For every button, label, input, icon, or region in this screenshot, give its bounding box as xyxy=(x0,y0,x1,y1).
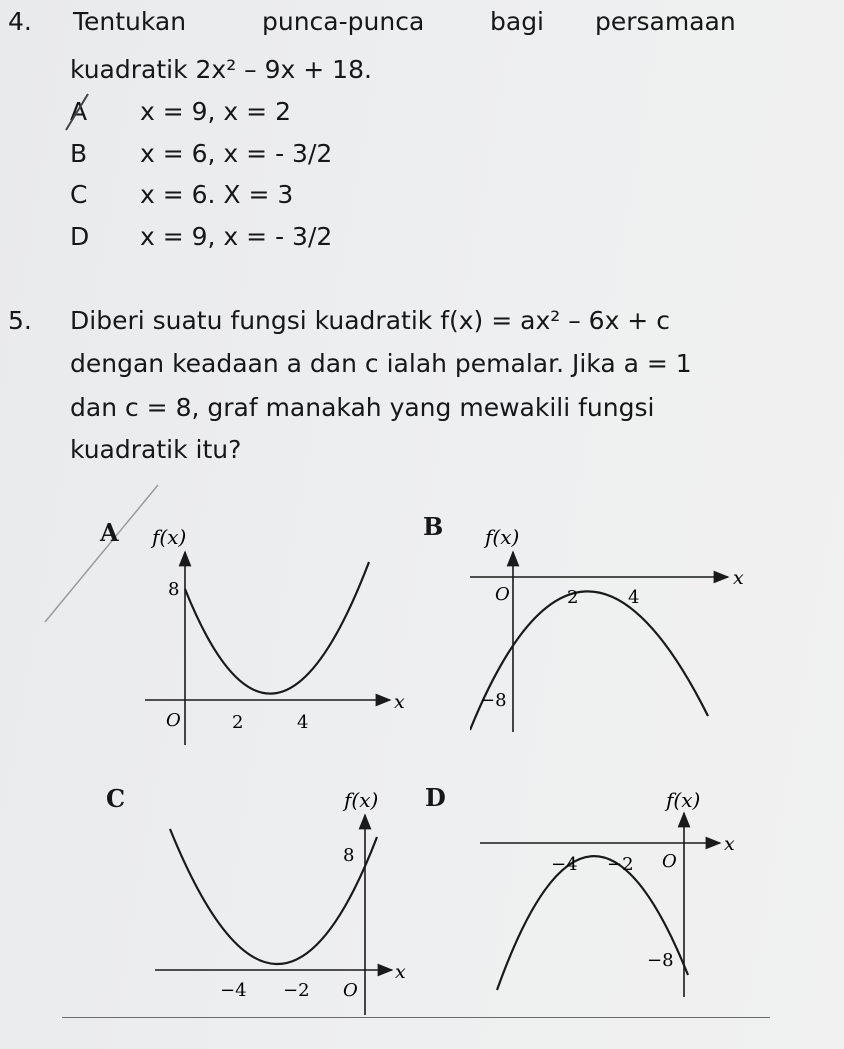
option-b-letter: B xyxy=(70,139,88,168)
option-c-letter: C xyxy=(70,180,88,209)
option-d-letter: D xyxy=(70,222,90,251)
question-5-line-1 xyxy=(8,305,670,337)
question-5-number: 5. xyxy=(8,306,32,335)
question-4-stem-line-2: kuadratik 2x² – 9x + 18. xyxy=(70,55,372,84)
graph-a-origin: O xyxy=(166,710,181,731)
graph-c-ylabel: f(x) xyxy=(344,788,379,812)
graph-b-x-tick-1: 2 xyxy=(567,587,579,608)
graph-c[interactable] xyxy=(150,785,420,1019)
graph-d-letter[interactable]: D xyxy=(425,783,446,812)
graph-c-y-tick: 8 xyxy=(343,845,355,866)
question-5-line-2: dengan keadaan a dan c ialah pemalar. Jika a = 1 xyxy=(70,349,692,378)
question-4-option-a[interactable] xyxy=(70,96,291,128)
question-4-word-2: punca-punca xyxy=(262,7,425,36)
graph-a-x-tick-2: 4 xyxy=(297,712,309,733)
bottom-divider xyxy=(62,1017,770,1018)
graph-a-ylabel: f(x) xyxy=(152,525,187,549)
graph-d-ylabel: f(x) xyxy=(666,788,701,812)
graph-d-y-tick: −8 xyxy=(647,950,674,971)
graph-c-x-tick-1: −4 xyxy=(220,980,247,1001)
graph-a-letter[interactable]: A xyxy=(100,518,119,547)
graph-c-letter[interactable]: C xyxy=(106,784,126,813)
graph-a-x-tick-1: 2 xyxy=(232,712,244,733)
question-4-number: 4. xyxy=(8,7,32,36)
question-4-option-b[interactable] xyxy=(70,138,332,170)
graph-b-xlabel: x xyxy=(733,567,744,589)
graph-b-y-tick: −8 xyxy=(480,690,507,711)
graph-c-xlabel: x xyxy=(395,961,406,983)
graph-a-xlabel: x xyxy=(394,691,405,713)
graph-a-y-tick: 8 xyxy=(168,579,180,600)
graph-d-origin: O xyxy=(662,851,677,872)
option-a-letter: A xyxy=(70,97,88,126)
question-4-word-3: bagi xyxy=(490,7,545,36)
graph-c-x-tick-2: −2 xyxy=(283,980,310,1001)
graph-d-x-tick-2: −2 xyxy=(607,854,634,875)
option-c-text: x = 6. X = 3 xyxy=(140,180,294,209)
graph-b-origin: O xyxy=(495,584,510,605)
graph-d[interactable] xyxy=(480,785,750,1019)
graph-d-xlabel: x xyxy=(724,833,735,855)
option-a-text: x = 9, x = 2 xyxy=(140,97,291,126)
question-5-line-3: dan c = 8, graf manakah yang mewakili fungsi xyxy=(70,393,655,422)
graph-a-curve xyxy=(185,562,369,694)
graph-b[interactable] xyxy=(470,520,760,754)
pencil-slash-mark xyxy=(62,92,92,132)
question-4-word-1: Tentukan xyxy=(73,7,187,36)
graph-c-origin: O xyxy=(343,980,358,1001)
question-4-option-d[interactable] xyxy=(70,221,332,253)
question-5-line-4: kuadratik itu? xyxy=(70,435,242,464)
option-d-text: x = 9, x = - 3/2 xyxy=(140,222,333,251)
graph-a[interactable] xyxy=(145,520,415,754)
graph-d-x-tick-1: −4 xyxy=(551,854,578,875)
question-4-word-4: persamaan xyxy=(595,7,736,36)
option-b-text: x = 6, x = - 3/2 xyxy=(140,139,333,168)
graph-b-ylabel: f(x) xyxy=(485,525,520,549)
question-4-option-c[interactable] xyxy=(70,179,293,211)
graph-b-x-tick-2: 4 xyxy=(628,587,640,608)
graph-b-letter[interactable]: B xyxy=(423,512,444,541)
question-5-text-1: Diberi suatu fungsi kuadratik f(x) = ax² – 6x + c xyxy=(70,306,670,335)
